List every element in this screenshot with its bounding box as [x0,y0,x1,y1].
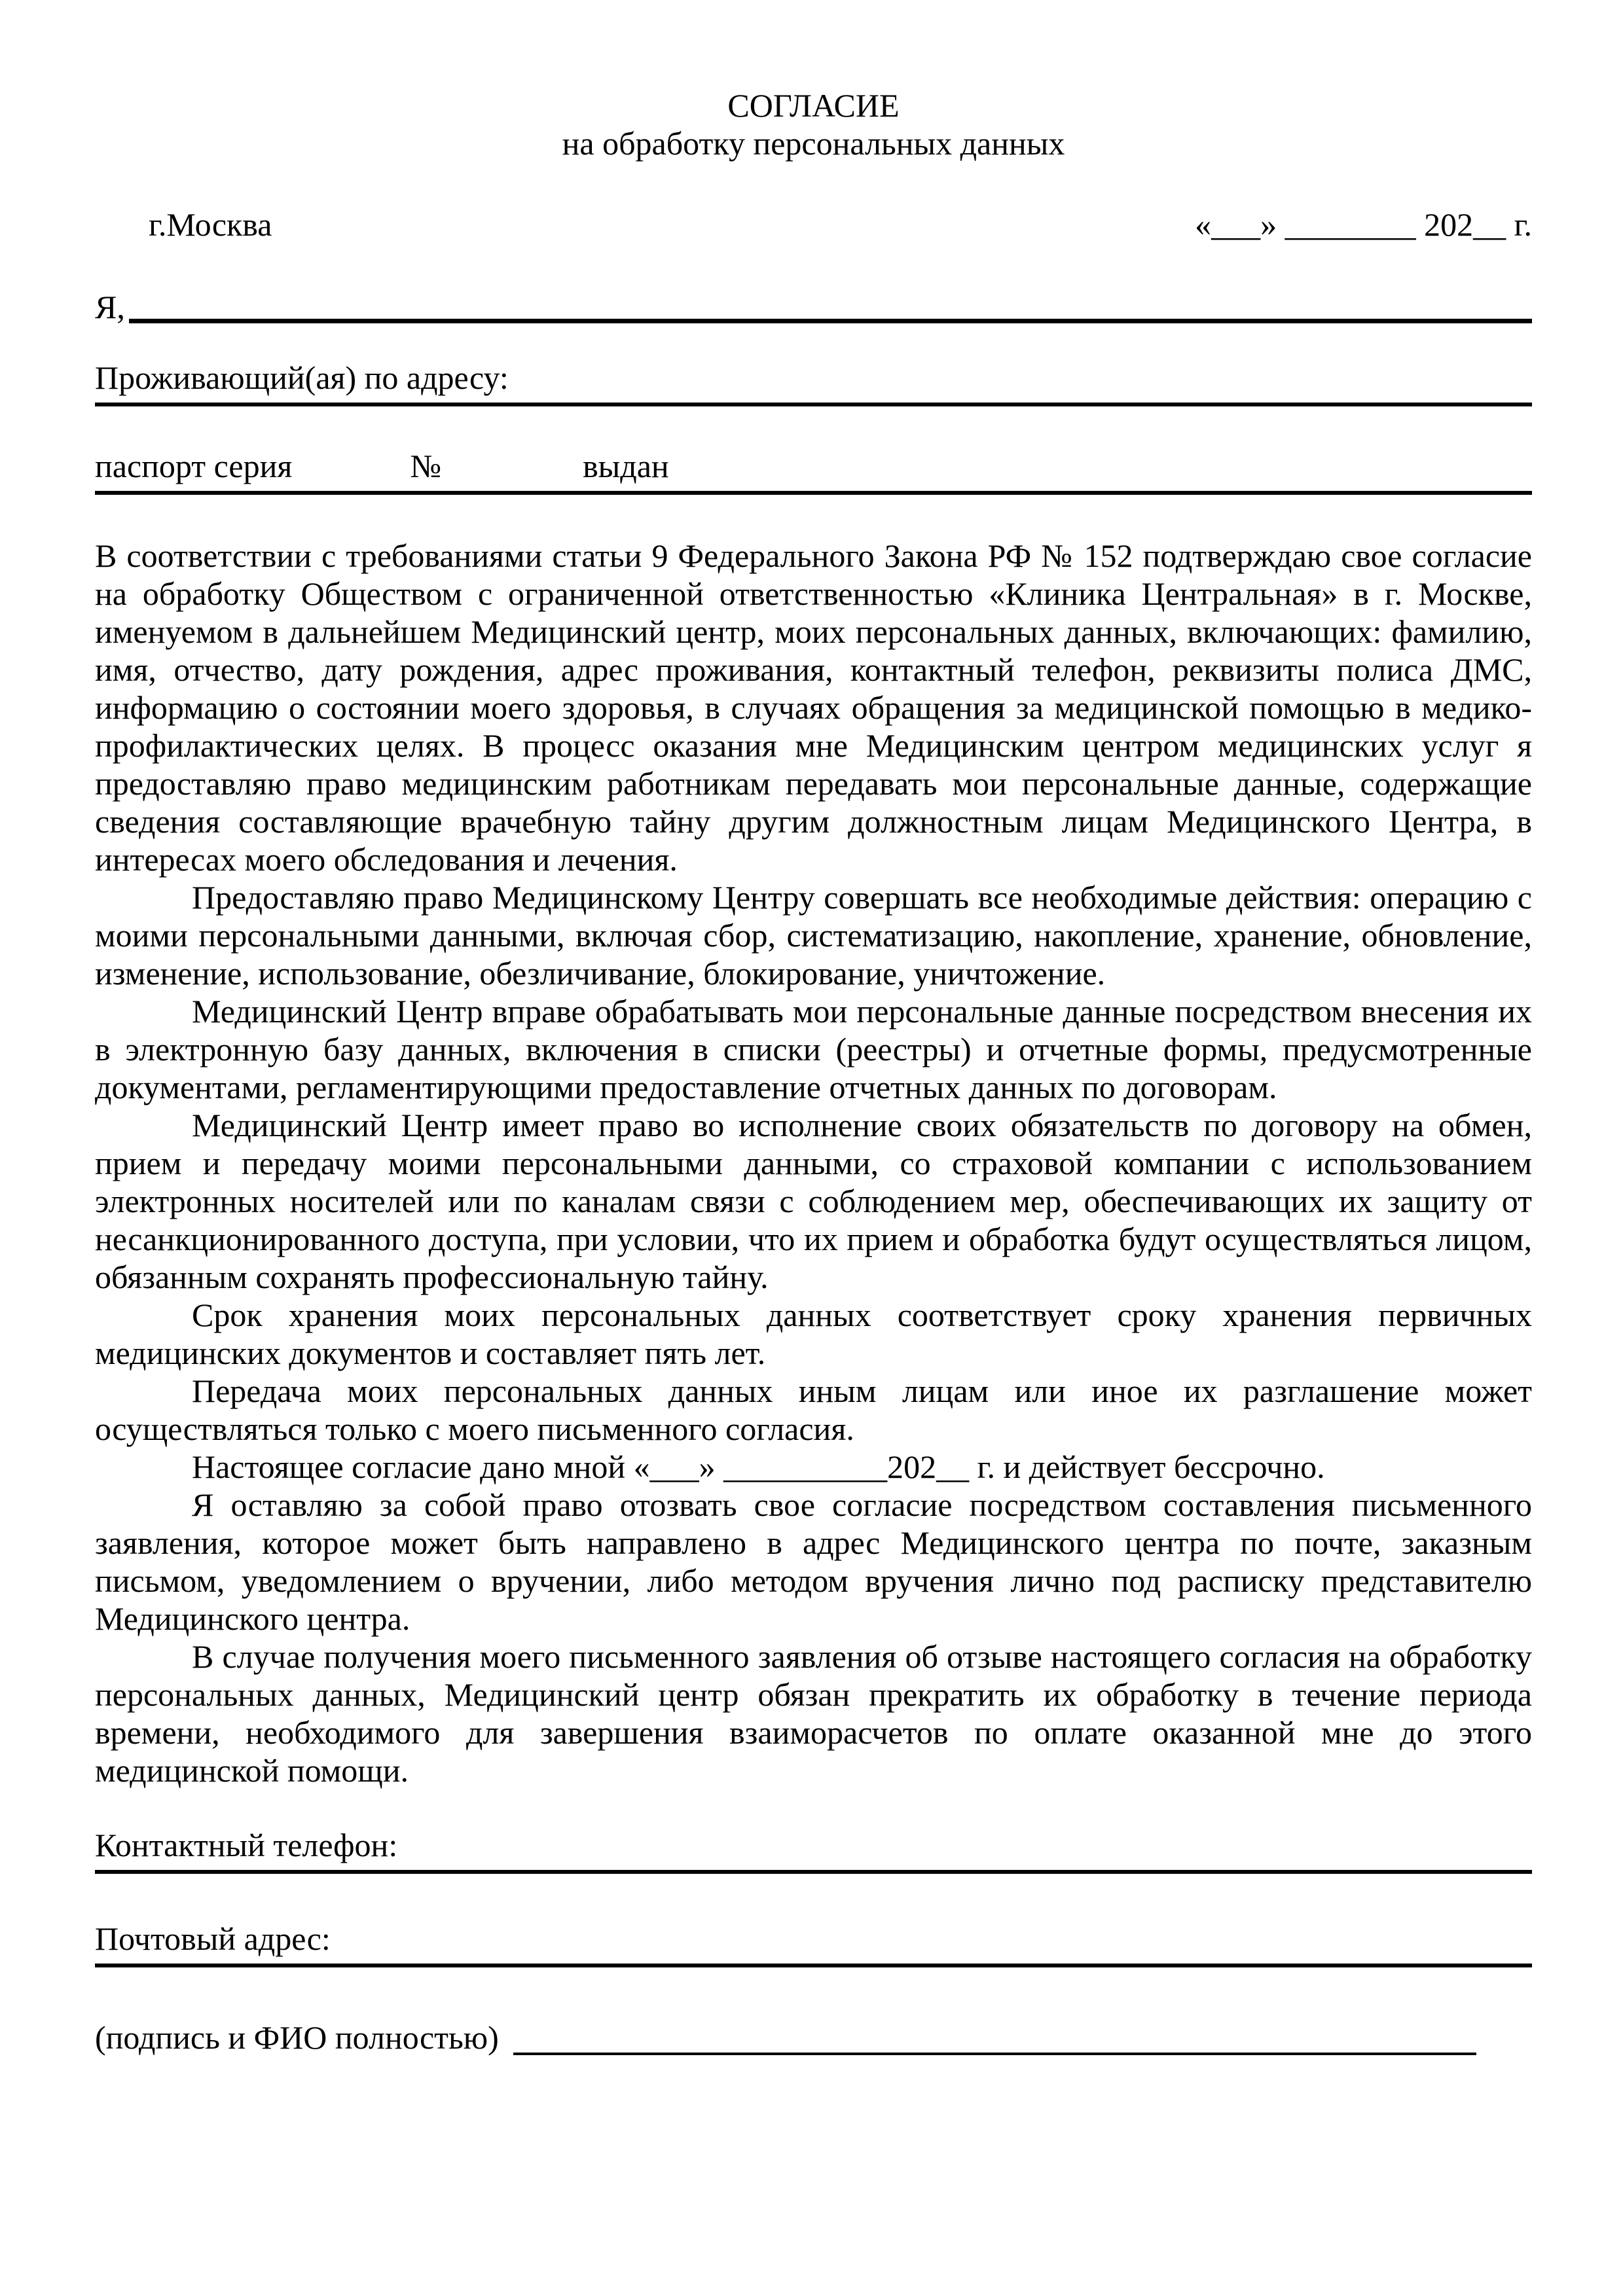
full-name-label: Я, [95,289,125,325]
paragraph-termination: В случае получения моего письменного заявления об отзыве настоящего согласия на обработку персональных данных, Медицинский центр обязан прекратить их обработку в течение периода времени, необходимого для завершения взаиморасчетов по оплате оказанной мне до этого медицинской помощи. [95,1638,1532,1789]
full-name-field[interactable] [129,319,1532,323]
paragraph-consent-date: Настоящее согласие дано мной «___» __________202__ г. и действует бессрочно. [192,1448,1325,1485]
passport-number-label: № [410,448,442,484]
postal-address-label: Почтовый адрес: [95,1920,331,1957]
passport-issued-label: выдан [583,448,669,484]
contact-phone-field[interactable] [95,1826,1532,1874]
document-title: СОГЛАСИЕ [727,87,900,124]
passport-field[interactable] [95,447,1532,495]
postal-address-field[interactable] [95,1920,1532,1967]
paragraph-actions: Предоставляю право Медицинскому Центру совершать все необходимые действия: операцию с моими персональными данными, включая сбор, систематизацию, накопление, хранение, обновление, изменение, использование, обезличивание, блокирование, уничтожение. [95,879,1532,992]
document-subtitle: на обработку персональных данных [562,125,1065,162]
signature-field[interactable] [513,2053,1476,2055]
address-label: Проживающий(ая) по адресу: [95,359,509,396]
passport-series-label: паспорт серия [95,448,293,484]
document-body [95,537,1532,1789]
paragraph-exchange: Медицинский Центр имеет право во исполнение своих обязательств по договору на обмен, прием и передачу моими персональными данными, со страховой компании с использованием электронных носителей или по каналам связи с соблюдением мер, обеспечивающих их защиту от несанкционированного доступа, при условии, что их прием и обработка будут осуществляться лицом, обязанным сохранять профессиональную тайну. [95,1107,1532,1295]
city-date-row [95,206,1532,243]
signature-row [95,2018,1532,2056]
city-label: г.Москва [149,206,272,243]
address-field[interactable] [95,359,1532,406]
paragraph-transfer: Передача моих персональных данных иным лицам или иное их разглашение может осуществляться только с моего письменного согласия. [95,1372,1532,1447]
signature-label: (подпись и ФИО полностью) [95,2019,499,2056]
paragraph-legal-basis: В соответствии с требованиями статьи 9 Федерального Закона РФ № 152 подтверждаю свое согласие на обработку Обществом с ограниченной ответственностью «Клиника Центральная» в г. Москве, именуемом в дальнейшем Медицинский центр, моих персональных данных, включающих: фамилию, имя, отчество, дату рождения, адрес проживания, контактный телефон, реквизиты полиса ДМС, информацию о состоянии моего здоровья, в случаях обращения за медицинской помощью в медико-профилактических целях. В процесс оказания мне Медицинским центром медицинских услуг я предоставляю право медицинским работникам передавать мои персональные данные, содержащие сведения составляющие врачебную тайну другим должностным лицам Медицинского Центра, в интересах моего обследования и лечения. [95,537,1532,878]
full-name-row [95,288,1532,326]
paragraph-storage-term: Срок хранения моих персональных данных соответствует сроку хранения первичных медицинских документов и составляет пять лет. [95,1297,1532,1371]
date-blank-field[interactable]: «___» ________ 202__ г. [1195,206,1532,243]
paragraph-revocation: Я оставляю за собой право отозвать свое согласие посредством составления письменного заявления, которое может быть направлено в адрес Медицинского центра по почте, заказным письмом, уведомлением о вручении, либо методом вручения лично под расписку представителю Медицинского центра. [95,1486,1532,1637]
paragraph-database: Медицинский Центр вправе обрабатывать мои персональные данные посредством внесения их в электронную базу данных, включения в списки (реестры) и отчетные формы, предусмотренные документами, регламентирующими предоставление отчетных данных по договорам. [95,993,1532,1105]
contact-phone-label: Контактный телефон: [95,1827,398,1863]
